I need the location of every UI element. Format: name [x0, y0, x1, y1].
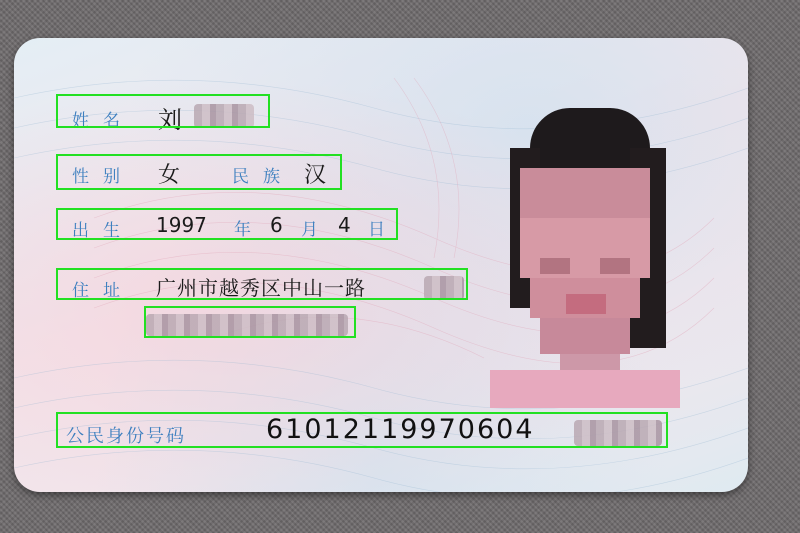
- birth-year: 1997: [156, 213, 207, 237]
- month-unit: 月: [301, 220, 318, 240]
- address-line2-redaction: [146, 314, 348, 336]
- id-card: [14, 38, 748, 492]
- ethnicity-value: 汉: [304, 163, 327, 188]
- id-number-redaction: [574, 420, 662, 446]
- ethnicity-label: 民族: [232, 167, 294, 187]
- sex-value: 女: [158, 163, 181, 188]
- address-redaction-1: [424, 276, 464, 300]
- address-label: 住址: [72, 281, 134, 301]
- id-number-value: 61012119970604: [266, 414, 535, 445]
- birth-day: 4: [338, 213, 351, 237]
- day-unit: 日: [368, 220, 385, 240]
- name-label: 姓名: [72, 111, 134, 131]
- birth-label: 出生: [72, 221, 134, 241]
- id-number-label: 公民身份号码: [66, 426, 186, 447]
- address-line1: 广州市越秀区中山一路: [156, 276, 366, 300]
- birth-month: 6: [270, 213, 283, 237]
- portrait-photo: [490, 108, 680, 408]
- name-value: 刘: [158, 106, 182, 134]
- year-unit: 年: [234, 220, 251, 240]
- sex-label: 性别: [72, 167, 134, 187]
- name-redaction: [194, 104, 254, 128]
